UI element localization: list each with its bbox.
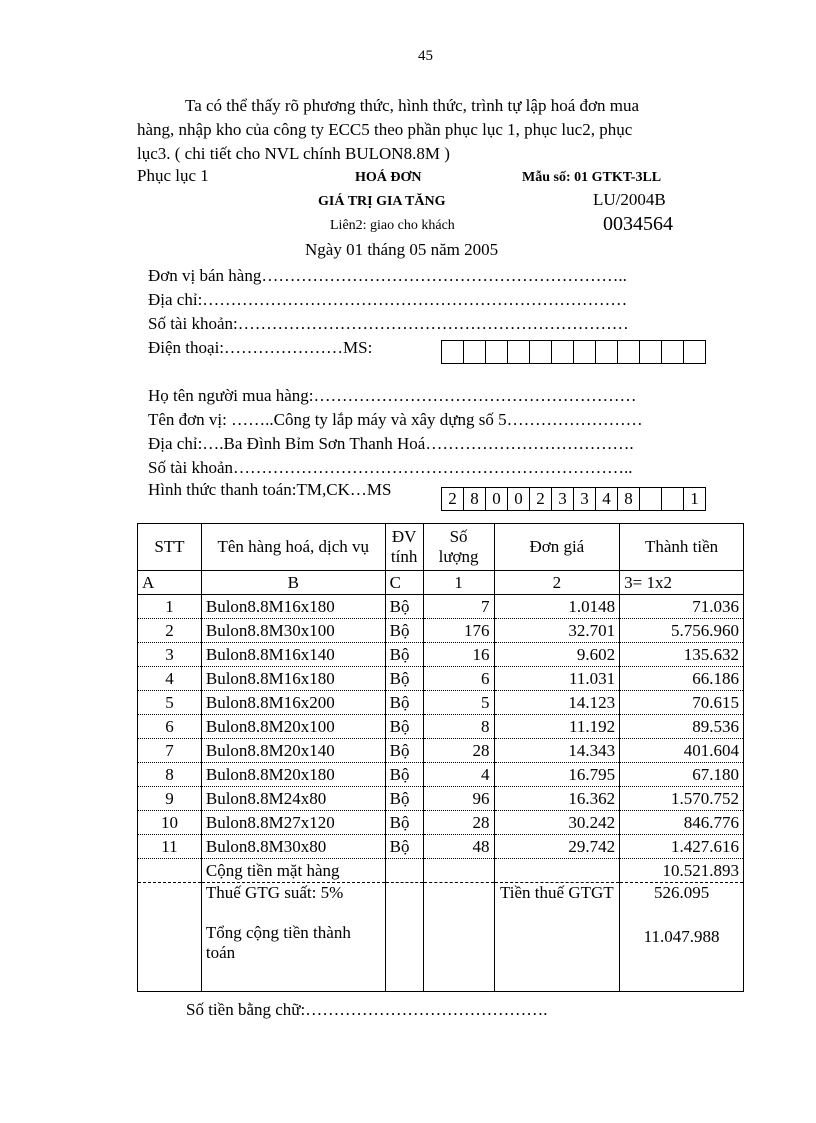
tax-code-digit: [617, 340, 640, 364]
series: LU/2004B: [593, 190, 666, 209]
header-stt: STT: [138, 524, 202, 571]
tax-code-digit: [551, 340, 574, 364]
buyer-name: Họ tên người mua hàng:…………………………………………………: [148, 386, 637, 405]
tax-code-digit: 8: [463, 487, 486, 511]
table-cell: Bộ: [385, 811, 423, 835]
page-number: 45: [418, 48, 433, 64]
seller-phone: Điện thoại:…………………MS:: [148, 338, 373, 357]
tax-code-digit: [441, 340, 464, 364]
copy-label: Liên2: giao cho khách: [330, 218, 455, 233]
table-cell: 48: [423, 835, 494, 859]
tax-code-digit: 2: [529, 487, 552, 511]
total-row: [138, 883, 744, 992]
seller-address: Địa chỉ:…………………………………………………………………: [148, 290, 628, 309]
buyer-address: Địa chỉ:….Ba Đình Bỉm Sơn Thanh Hoá……………………………….: [148, 434, 634, 453]
invoice-subtitle: GIÁ TRỊ GIA TĂNG: [318, 194, 446, 209]
table-cell: Bulon8.8M16x180: [201, 667, 385, 691]
table-cell: 4: [138, 667, 202, 691]
buyer-unit: Tên đơn vị: ……..Công ty lắp máy và xây dựng số 5……………………: [148, 410, 643, 429]
table-cell: 16: [423, 643, 494, 667]
table-cell: 4: [423, 763, 494, 787]
table-cell: 96: [423, 787, 494, 811]
table-cell: Bulon8.8M16x180: [201, 595, 385, 619]
table-cell: 3: [138, 643, 202, 667]
table-cell: Bulon8.8M20x100: [201, 715, 385, 739]
table-row: [138, 691, 744, 715]
invoice-date: Ngày 01 tháng 05 năm 2005: [305, 240, 499, 259]
code: 1: [423, 571, 494, 595]
code: C: [385, 571, 423, 595]
table-cell: 5: [423, 691, 494, 715]
tax-code-digit: 4: [595, 487, 618, 511]
table-cell: Bộ: [385, 643, 423, 667]
table-cell: 28: [423, 811, 494, 835]
header-price: Đơn giá: [494, 524, 620, 571]
table-row: [138, 667, 744, 691]
table-row: [138, 595, 744, 619]
tax-code-digit: [595, 340, 618, 364]
table-cell: 11.031: [494, 667, 620, 691]
tax-code-digit: 1: [683, 487, 706, 511]
code-row: [138, 571, 744, 595]
tax-code-digit: [529, 340, 552, 364]
table-cell: 70.615: [620, 691, 744, 715]
code: B: [201, 571, 385, 595]
table-cell: 1.427.616: [620, 835, 744, 859]
invoice-title: HOÁ ĐƠN: [355, 170, 422, 185]
table-cell: 176: [423, 619, 494, 643]
invoice-number: 0034564: [603, 213, 673, 235]
table-row: [138, 763, 744, 787]
table-cell: Bộ: [385, 691, 423, 715]
total-value: 11.047.988: [643, 927, 720, 946]
tax-code-digit: [661, 340, 684, 364]
intro-line: lục3. ( chi tiết cho NVL chính BULON8.8M ): [137, 144, 450, 163]
table-cell: 5: [138, 691, 202, 715]
table-cell: 10: [138, 811, 202, 835]
intro-line: Ta có thể thấy rõ phương thức, hình thức, trình tự lập hoá đơn mua: [185, 96, 639, 115]
table-row: [138, 619, 744, 643]
intro-line: hàng, nhập kho của công ty ECC5 theo phần phục lục 1, phục luc2, phục: [137, 120, 633, 139]
tax-code-digit: [485, 340, 508, 364]
tax-code-digit: 2: [441, 487, 464, 511]
table-row: [138, 715, 744, 739]
table-cell: 71.036: [620, 595, 744, 619]
tax-code-digit: 3: [573, 487, 596, 511]
table-cell: 6: [138, 715, 202, 739]
subtotal-row: [138, 859, 744, 883]
table-cell: Bulon8.8M30x100: [201, 619, 385, 643]
table-cell: Bộ: [385, 667, 423, 691]
table-cell: Bulon8.8M20x180: [201, 763, 385, 787]
table-cell: 14.123: [494, 691, 620, 715]
code: 3= 1x2: [620, 571, 744, 595]
table-cell: 8: [138, 763, 202, 787]
tax-code-digit: [683, 340, 706, 364]
table-cell: 1: [138, 595, 202, 619]
tax-code-digit: 3: [551, 487, 574, 511]
code: 2: [494, 571, 620, 595]
table-cell: 1.0148: [494, 595, 620, 619]
appendix-label: Phục lục 1: [137, 166, 209, 185]
tax-code-digit: [573, 340, 596, 364]
tax-code-digit: 0: [485, 487, 508, 511]
table-cell: Bộ: [385, 787, 423, 811]
total-label: Tổng cộng tiền thành toán: [205, 923, 351, 962]
table-cell: 401.604: [620, 739, 744, 763]
table-cell: 6: [423, 667, 494, 691]
seller-account: Số tài khoản:……………………………………………………………: [148, 314, 629, 333]
table-cell: 14.343: [494, 739, 620, 763]
subtotal-label: Cộng tiền mặt hàng: [201, 859, 385, 883]
table-cell: 16.795: [494, 763, 620, 787]
table-cell: 2: [138, 619, 202, 643]
table-row: [138, 739, 744, 763]
table-cell: 16.362: [494, 787, 620, 811]
tax-code-digit: [639, 487, 662, 511]
tax-code-digit: [507, 340, 530, 364]
table-cell: Bộ: [385, 619, 423, 643]
table-cell: 11.192: [494, 715, 620, 739]
table-cell: Bộ: [385, 715, 423, 739]
table-header: [138, 524, 744, 571]
table-cell: 9: [138, 787, 202, 811]
table-cell: Bộ: [385, 595, 423, 619]
table-cell: Bộ: [385, 835, 423, 859]
table-cell: Bộ: [385, 763, 423, 787]
table-cell: 11: [138, 835, 202, 859]
table-cell: Bulon8.8M27x120: [201, 811, 385, 835]
seller-tax-code-boxes: [442, 340, 706, 364]
tax-code-digit: [463, 340, 486, 364]
vat-amount-label: Tiền thuế GTGT: [494, 883, 620, 992]
invoice-table: [137, 523, 744, 992]
table-cell: 7: [138, 739, 202, 763]
table-cell: 29.742: [494, 835, 620, 859]
buyer-tax-code-boxes: [442, 487, 706, 511]
tax-code-digit: 0: [507, 487, 530, 511]
table-cell: 5.756.960: [620, 619, 744, 643]
payment-method: Hình thức thanh toán:TM,CK…MS: [148, 480, 392, 499]
table-cell: 32.701: [494, 619, 620, 643]
table-cell: Bulon8.8M24x80: [201, 787, 385, 811]
header-amount: Thành tiền: [620, 524, 744, 571]
table-cell: 8: [423, 715, 494, 739]
amount-in-words: Số tiền bằng chữ:…………………………………….: [186, 1000, 548, 1019]
header-qty: Số lượng: [423, 524, 494, 571]
tax-code-digit: 8: [617, 487, 640, 511]
subtotal-value: 10.521.893: [620, 859, 744, 883]
table-cell: Bulon8.8M16x140: [201, 643, 385, 667]
table-cell: 28: [423, 739, 494, 763]
table-cell: 9.602: [494, 643, 620, 667]
buyer-account: Số tài khoản……………………………………………………………..: [148, 458, 633, 477]
vat-amount: 526.095: [653, 883, 710, 902]
header-unit: ĐV tính: [385, 524, 423, 571]
code: A: [138, 571, 202, 595]
seller-name: Đơn vị bán hàng………………………………………………………..: [148, 266, 627, 285]
table-cell: 30.242: [494, 811, 620, 835]
table-row: [138, 787, 744, 811]
table-cell: 67.180: [620, 763, 744, 787]
tax-code-digit: [661, 487, 684, 511]
table-cell: Bulon8.8M30x80: [201, 835, 385, 859]
table-row: [138, 811, 744, 835]
table-cell: 7: [423, 595, 494, 619]
header-item: Tên hàng hoá, dịch vụ: [201, 524, 385, 571]
table-cell: 66.186: [620, 667, 744, 691]
table-row: [138, 643, 744, 667]
vat-rate: Thuế GTG suất: 5%: [205, 883, 344, 902]
table-cell: Bulon8.8M16x200: [201, 691, 385, 715]
table-cell: Bulon8.8M20x140: [201, 739, 385, 763]
tax-code-digit: [639, 340, 662, 364]
table-cell: Bộ: [385, 739, 423, 763]
table-cell: 1.570.752: [620, 787, 744, 811]
form-number: Mẫu số: 01 GTKT-3LL: [522, 170, 662, 185]
table-cell: 89.536: [620, 715, 744, 739]
table-row: [138, 835, 744, 859]
table-cell: 846.776: [620, 811, 744, 835]
table-cell: 135.632: [620, 643, 744, 667]
